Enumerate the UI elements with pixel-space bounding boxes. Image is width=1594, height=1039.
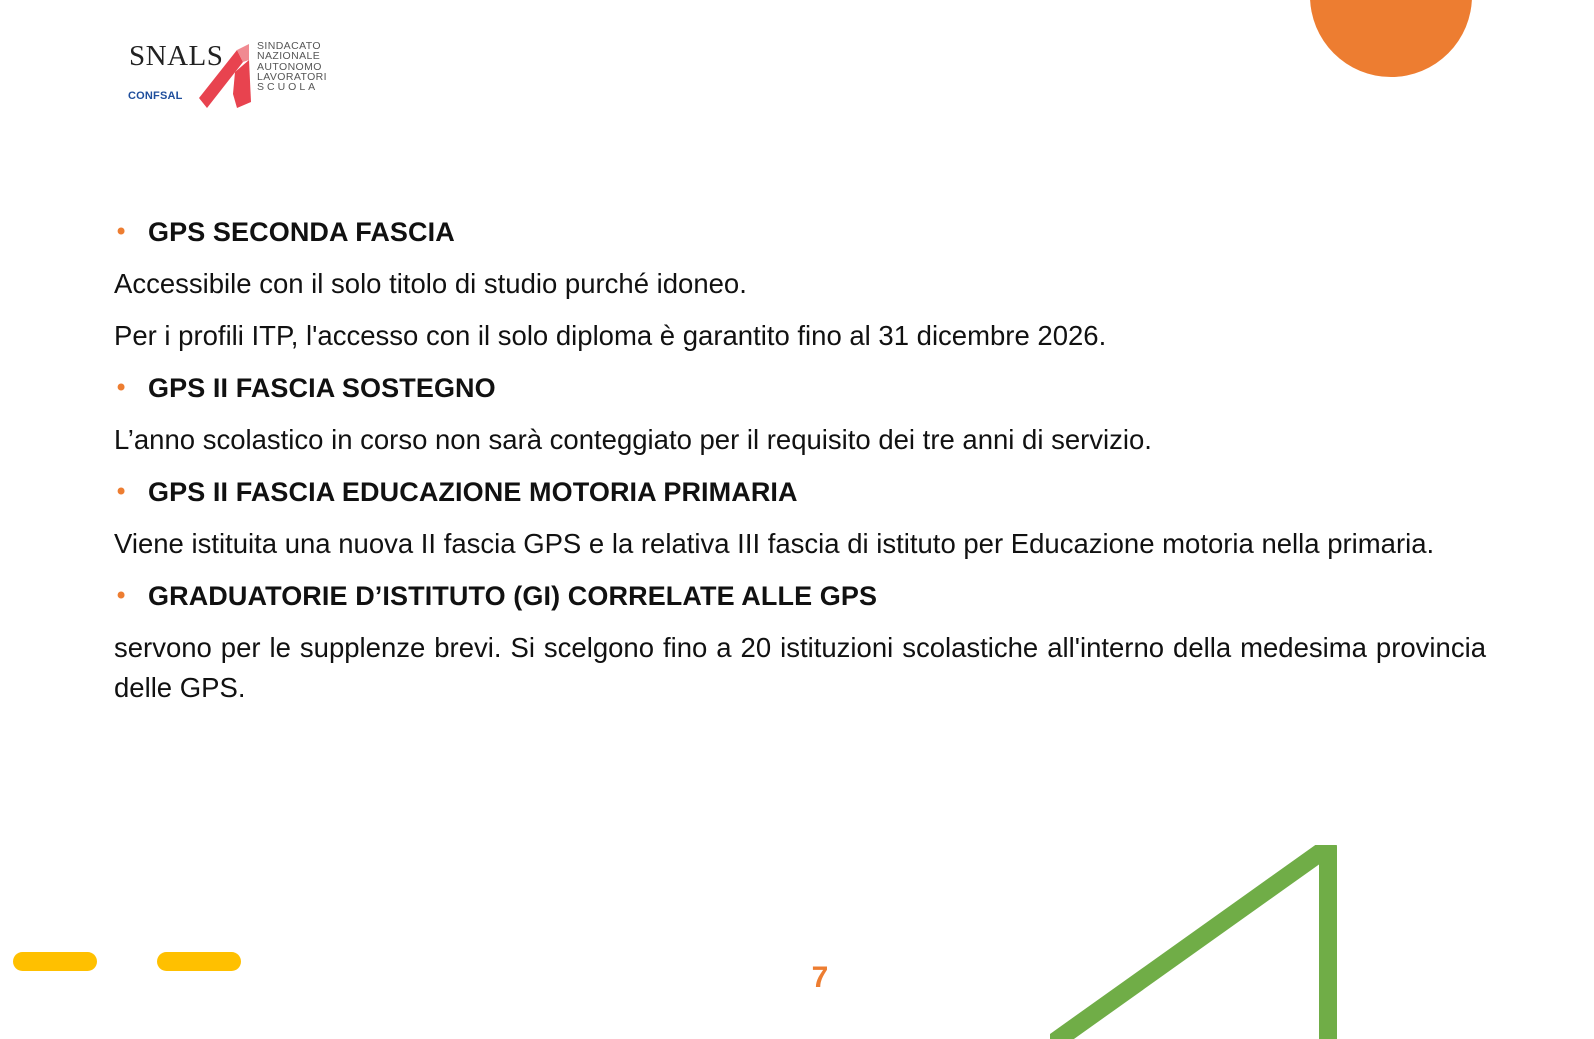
- section-paragraph: Viene istituita una nuova II fascia GPS e la relativa III fascia di istituto per Educazione motoria nella primaria.: [114, 528, 1435, 559]
- logo-line: LAVORATORI: [257, 70, 327, 83]
- decorative-green-triangle: [1050, 845, 1360, 1039]
- section-heading-text: GPS II FASCIA EDUCAZIONE MOTORIA PRIMARIA: [148, 477, 798, 507]
- logo-mark-icon: [197, 42, 253, 108]
- logo-federation: CONFSAL: [128, 90, 183, 102]
- section-heading-text: GRADUATORIE D’ISTITUTO (GI) CORRELATE ALLE GPS: [148, 581, 878, 611]
- slide-body: [114, 212, 1486, 720]
- decorative-orange-circle: [1310, 0, 1472, 77]
- snals-logo: [125, 38, 340, 113]
- section-paragraph: Per i profili ITP, l'accesso con il solo diploma è garantito fino al 31 dicembre 2026.: [114, 320, 1107, 351]
- page-number: 7: [811, 961, 829, 994]
- section-paragraph: L’anno scolastico in corso non sarà conteggiato per il requisito dei tre anni di servizio.: [114, 424, 1152, 455]
- logo-line: SINDACATO: [257, 40, 321, 52]
- bullet-icon: •: [114, 374, 129, 402]
- logo-line: AUTONOMO: [257, 60, 322, 73]
- section-paragraph: Accessibile con il solo titolo di studio purché idoneo.: [114, 268, 747, 299]
- logo-text-block: [257, 41, 327, 92]
- logo-line: NAZIONALE: [257, 50, 321, 63]
- logo-brand: SNALS: [129, 40, 224, 72]
- bullet-icon: •: [114, 218, 129, 246]
- section-heading-text: GPS SECONDA FASCIA: [148, 217, 455, 247]
- section-heading: [114, 212, 1486, 252]
- section-heading: [114, 472, 1486, 512]
- decorative-yellow-dash: [13, 952, 97, 971]
- bullet-icon: •: [114, 582, 129, 610]
- section-heading: [114, 576, 1486, 616]
- section-heading-text: GPS II FASCIA SOSTEGNO: [148, 373, 496, 403]
- section-heading: [114, 368, 1486, 408]
- bullet-icon: •: [114, 478, 129, 506]
- logo-line: SCUOLA: [257, 81, 319, 94]
- decorative-yellow-dash: [157, 952, 241, 971]
- section-paragraph: servono per le supplenze brevi. Si scelgono fino a 20 istituzioni scolastiche all'interno della medesima provincia delle GPS.: [114, 632, 1486, 703]
